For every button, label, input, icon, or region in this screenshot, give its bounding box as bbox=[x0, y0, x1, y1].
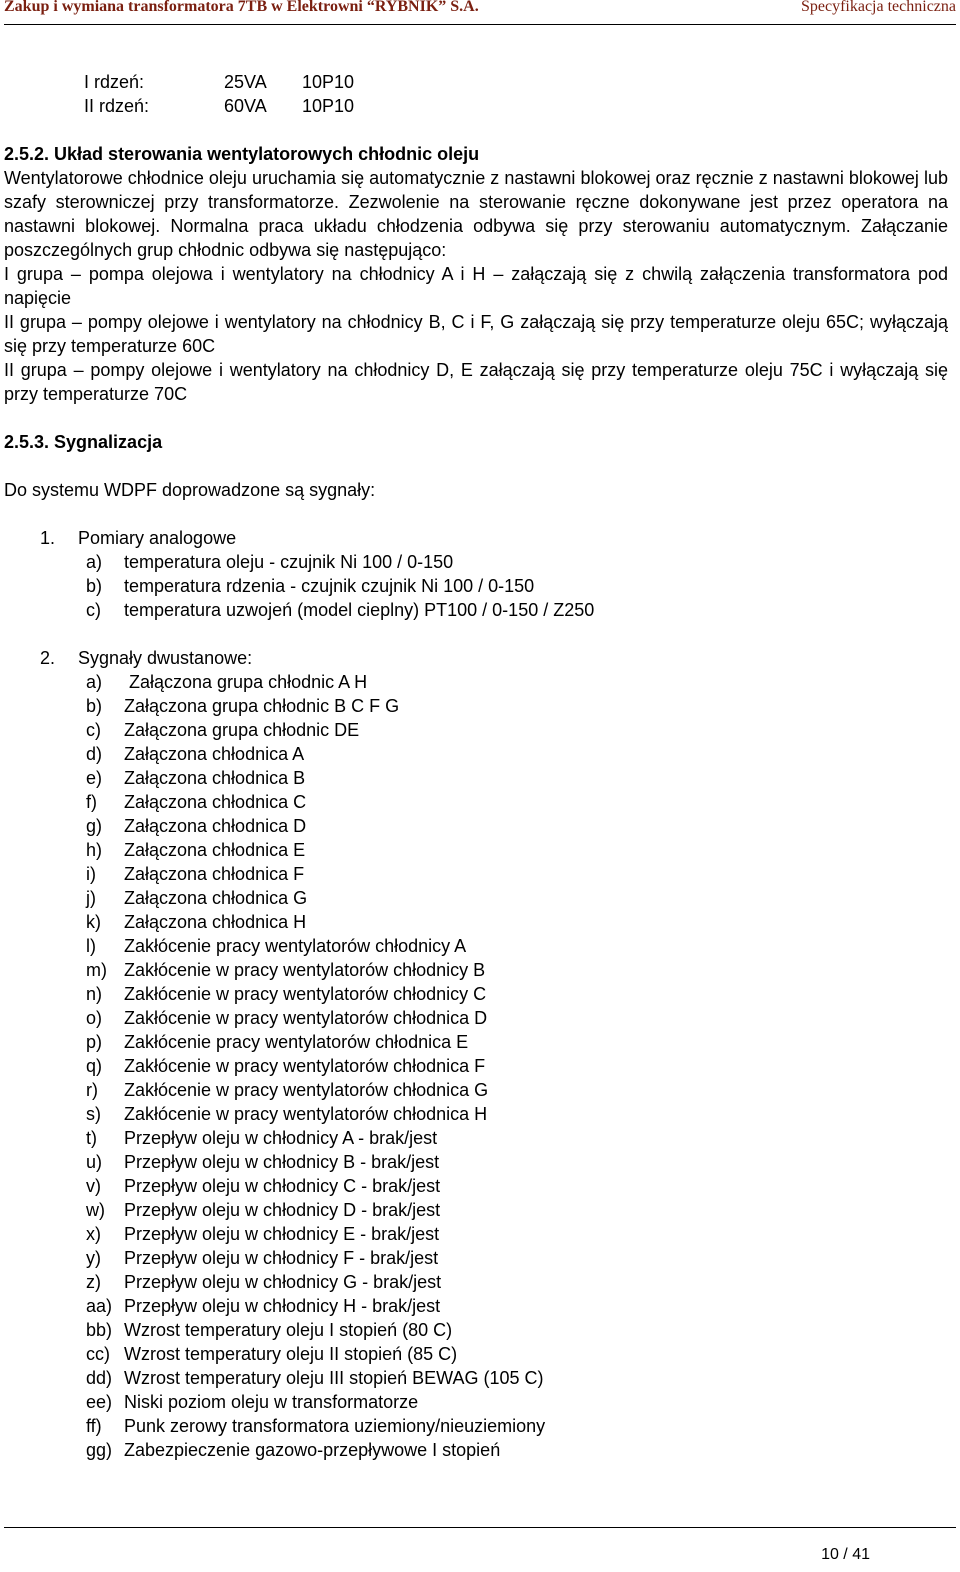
item-text: Załączona chłodnica F bbox=[124, 864, 305, 884]
list-item bbox=[4, 1414, 948, 1438]
item-marker: s) bbox=[86, 1104, 101, 1124]
item-text: Załączona chłodnica G bbox=[124, 888, 308, 908]
list-item bbox=[4, 1366, 948, 1390]
list-item bbox=[4, 862, 948, 886]
item-marker: x) bbox=[86, 1224, 101, 1244]
item-marker: dd) bbox=[86, 1368, 113, 1388]
list-number: 2. bbox=[40, 648, 56, 668]
item-text: Załączona grupa chłodnic A H bbox=[124, 672, 368, 692]
item-marker: u) bbox=[86, 1152, 103, 1172]
item-marker: n) bbox=[86, 984, 103, 1004]
item-marker: d) bbox=[86, 744, 103, 764]
list-item bbox=[4, 694, 948, 718]
list-title: Pomiary analogowe bbox=[78, 528, 237, 548]
item-marker: f) bbox=[86, 792, 97, 812]
list-item bbox=[4, 574, 948, 598]
item-marker: cc) bbox=[86, 1344, 110, 1364]
section-heading: 2.5.3. Sygnalizacja bbox=[4, 432, 163, 452]
footer-divider bbox=[4, 1527, 956, 1528]
page-number: 10 / 41 bbox=[821, 1546, 870, 1563]
item-text: Przepływ oleju w chłodnicy C - brak/jest bbox=[124, 1176, 441, 1196]
list-item bbox=[4, 910, 948, 934]
list-item bbox=[4, 1246, 948, 1270]
item-text: Zakłócenie pracy wentylatorów chłodnica E bbox=[124, 1032, 469, 1052]
item-marker: a) bbox=[86, 552, 103, 572]
item-text: temperatura uzwojeń (model cieplny) PT100 / 0-150 / Z250 bbox=[124, 600, 595, 620]
item-marker: j) bbox=[86, 888, 96, 908]
item-text: Przepływ oleju w chłodnicy G - brak/jest bbox=[124, 1272, 442, 1292]
item-text: Załączona chłodnica D bbox=[124, 816, 307, 836]
item-marker: l) bbox=[86, 936, 96, 956]
list-item bbox=[4, 598, 948, 622]
item-marker: b) bbox=[86, 696, 103, 716]
page-header bbox=[4, 0, 956, 25]
core-class: 10P10 bbox=[302, 72, 355, 92]
item-text: Zakłócenie pracy wentylatorów chłodnicy A bbox=[124, 936, 467, 956]
item-text: Zakłócenie w pracy wentylatorów chłodnicy C bbox=[124, 984, 487, 1004]
core-label: II rdzeń: bbox=[84, 96, 150, 116]
item-marker: q) bbox=[86, 1056, 103, 1076]
item-text: temperatura rdzenia - czujnik czujnik Ni 100 / 0-150 bbox=[124, 576, 535, 596]
list-item bbox=[4, 838, 948, 862]
list-item bbox=[4, 814, 948, 838]
item-marker: c) bbox=[86, 600, 101, 620]
list-item bbox=[4, 1222, 948, 1246]
item-marker: c) bbox=[86, 720, 101, 740]
item-text: Przepływ oleju w chłodnicy E - brak/jest bbox=[124, 1224, 440, 1244]
item-text: temperatura oleju - czujnik Ni 100 / 0-150 bbox=[124, 552, 454, 572]
core-power: 60VA bbox=[224, 96, 267, 116]
item-text: Załączona chłodnica E bbox=[124, 840, 306, 860]
list-item bbox=[4, 1030, 948, 1054]
item-marker: r) bbox=[86, 1080, 98, 1100]
list-item bbox=[4, 550, 948, 574]
item-text: Załączona chłodnica B bbox=[124, 768, 306, 788]
section-intro: Do systemu WDPF doprowadzone są sygnały: bbox=[4, 480, 376, 500]
item-marker: w) bbox=[86, 1200, 105, 1220]
item-marker: o) bbox=[86, 1008, 103, 1028]
item-text: Wzrost temperatury oleju III stopień BEWAG (105 C) bbox=[124, 1368, 544, 1388]
list-heading bbox=[4, 526, 948, 550]
item-text: Wzrost temperatury oleju II stopień (85 C) bbox=[124, 1344, 458, 1364]
list-item bbox=[4, 982, 948, 1006]
item-marker: y) bbox=[86, 1248, 101, 1268]
item-marker: b) bbox=[86, 576, 103, 596]
item-text: Zakłócenie w pracy wentylatorów chłodnica F bbox=[124, 1056, 486, 1076]
list-item bbox=[4, 1174, 948, 1198]
item-text: Załączona chłodnica C bbox=[124, 792, 307, 812]
list-item bbox=[4, 934, 948, 958]
item-text: Zakłócenie w pracy wentylatorów chłodnica D bbox=[124, 1008, 488, 1028]
item-text: Przepływ oleju w chłodnicy B - brak/jest bbox=[124, 1152, 440, 1172]
item-marker: aa) bbox=[86, 1296, 113, 1316]
numbered-list-item bbox=[4, 646, 948, 1462]
document-title: Zakup i wymiana transformatora 7TB w Elektrowni “RYBNIK” S.A. bbox=[4, 0, 479, 15]
item-text: Zakłócenie w pracy wentylatorów chłodnica H bbox=[124, 1104, 488, 1124]
core-label: I rdzeń: bbox=[84, 72, 145, 92]
item-marker: gg) bbox=[86, 1440, 113, 1460]
list-item bbox=[4, 1150, 948, 1174]
signal-lists bbox=[4, 526, 948, 1462]
list-item bbox=[4, 1294, 948, 1318]
list-item bbox=[4, 670, 948, 694]
document-type: Specyfikacja techniczna bbox=[800, 0, 956, 15]
list-item bbox=[4, 1390, 948, 1414]
item-text: Załączona chłodnica A bbox=[124, 744, 305, 764]
item-marker: m) bbox=[86, 960, 107, 980]
group-description: II grupa – pompy olejowe i wentylatory na chłodnicy D, E załączają się przy temperaturze oleju 75C i wyłączają się przy temperaturze 70C bbox=[4, 360, 948, 404]
list-item bbox=[4, 886, 948, 910]
item-marker: ff) bbox=[86, 1416, 102, 1436]
list-item bbox=[4, 1126, 948, 1150]
list-item bbox=[4, 1006, 948, 1030]
list-item bbox=[4, 1342, 948, 1366]
item-text: Przepływ oleju w chłodnicy F - brak/jest bbox=[124, 1248, 439, 1268]
list-item bbox=[4, 790, 948, 814]
core-row bbox=[84, 70, 948, 94]
item-text: Załączona grupa chłodnic DE bbox=[124, 720, 360, 740]
item-marker: z) bbox=[86, 1272, 101, 1292]
item-marker: t) bbox=[86, 1128, 97, 1148]
list-item bbox=[4, 766, 948, 790]
item-marker: ee) bbox=[86, 1392, 113, 1412]
list-item bbox=[4, 1270, 948, 1294]
list-item bbox=[4, 958, 948, 982]
list-item bbox=[4, 1438, 948, 1462]
list-item bbox=[4, 1054, 948, 1078]
section-2-5-2 bbox=[4, 142, 948, 406]
item-text: Punk zerowy transformatora uziemiony/nieuziemiony bbox=[124, 1416, 546, 1436]
item-marker: p) bbox=[86, 1032, 103, 1052]
item-text: Niski poziom oleju w transformatorze bbox=[124, 1392, 419, 1412]
core-specs bbox=[84, 70, 948, 118]
item-marker: i) bbox=[86, 864, 96, 884]
item-marker: e) bbox=[86, 768, 103, 788]
core-row bbox=[84, 94, 948, 118]
item-marker: k) bbox=[86, 912, 101, 932]
section-body: Wentylatorowe chłodnice oleju uruchamia się automatycznie z nastawni blokowej oraz ręcznie z nastawni blokowej lub szafy sterowniczej przy transformatorze. Zezwolenie na sterowanie ręczne dokonywane jest przez operatora na nastawni blokowej. Normalna praca układu chłodzenia odbywa się przy sterowaniu automatycznym. Załączanie poszczególnych grup chłodnic odbywa się następująco: bbox=[4, 168, 948, 260]
page-content bbox=[4, 70, 948, 1486]
list-heading bbox=[4, 646, 948, 670]
list-item bbox=[4, 1318, 948, 1342]
core-power: 25VA bbox=[224, 72, 267, 92]
section-heading: 2.5.2. Układ sterowania wentylatorowych chłodnic oleju bbox=[4, 144, 480, 164]
list-title: Sygnały dwustanowe: bbox=[78, 648, 253, 668]
item-marker: v) bbox=[86, 1176, 101, 1196]
list-number: 1. bbox=[40, 528, 56, 548]
item-text: Zakłócenie w pracy wentylatorów chłodnicy B bbox=[124, 960, 486, 980]
item-marker: a) bbox=[86, 672, 103, 692]
list-item bbox=[4, 742, 948, 766]
item-marker: h) bbox=[86, 840, 103, 860]
item-text: Wzrost temperatury oleju I stopień (80 C) bbox=[124, 1320, 453, 1340]
numbered-list-item bbox=[4, 526, 948, 622]
item-text: Załączona grupa chłodnic B C F G bbox=[124, 696, 400, 716]
item-marker: g) bbox=[86, 816, 103, 836]
item-marker: bb) bbox=[86, 1320, 113, 1340]
list-item bbox=[4, 1078, 948, 1102]
item-text: Załączona chłodnica H bbox=[124, 912, 307, 932]
item-text: Zakłócenie w pracy wentylatorów chłodnica G bbox=[124, 1080, 489, 1100]
group-description: I grupa – pompa olejowa i wentylatory na chłodnicy A i H – załączają się z chwilą załączenia transformatora pod napięcie bbox=[4, 264, 948, 308]
item-text: Przepływ oleju w chłodnicy H - brak/jest bbox=[124, 1296, 441, 1316]
group-description: II grupa – pompy olejowe i wentylatory na chłodnicy B, C i F, G załączają się przy temperaturze oleju 65C; wyłączają się przy temperaturze 60C bbox=[4, 312, 948, 356]
list-item bbox=[4, 1198, 948, 1222]
item-text: Przepływ oleju w chłodnicy D - brak/jest bbox=[124, 1200, 441, 1220]
core-class: 10P10 bbox=[302, 96, 355, 116]
item-text: Przepływ oleju w chłodnicy A - brak/jest bbox=[124, 1128, 438, 1148]
list-item bbox=[4, 718, 948, 742]
item-text: Zabezpieczenie gazowo-przepływowe I stopień bbox=[124, 1440, 501, 1460]
list-item bbox=[4, 1102, 948, 1126]
